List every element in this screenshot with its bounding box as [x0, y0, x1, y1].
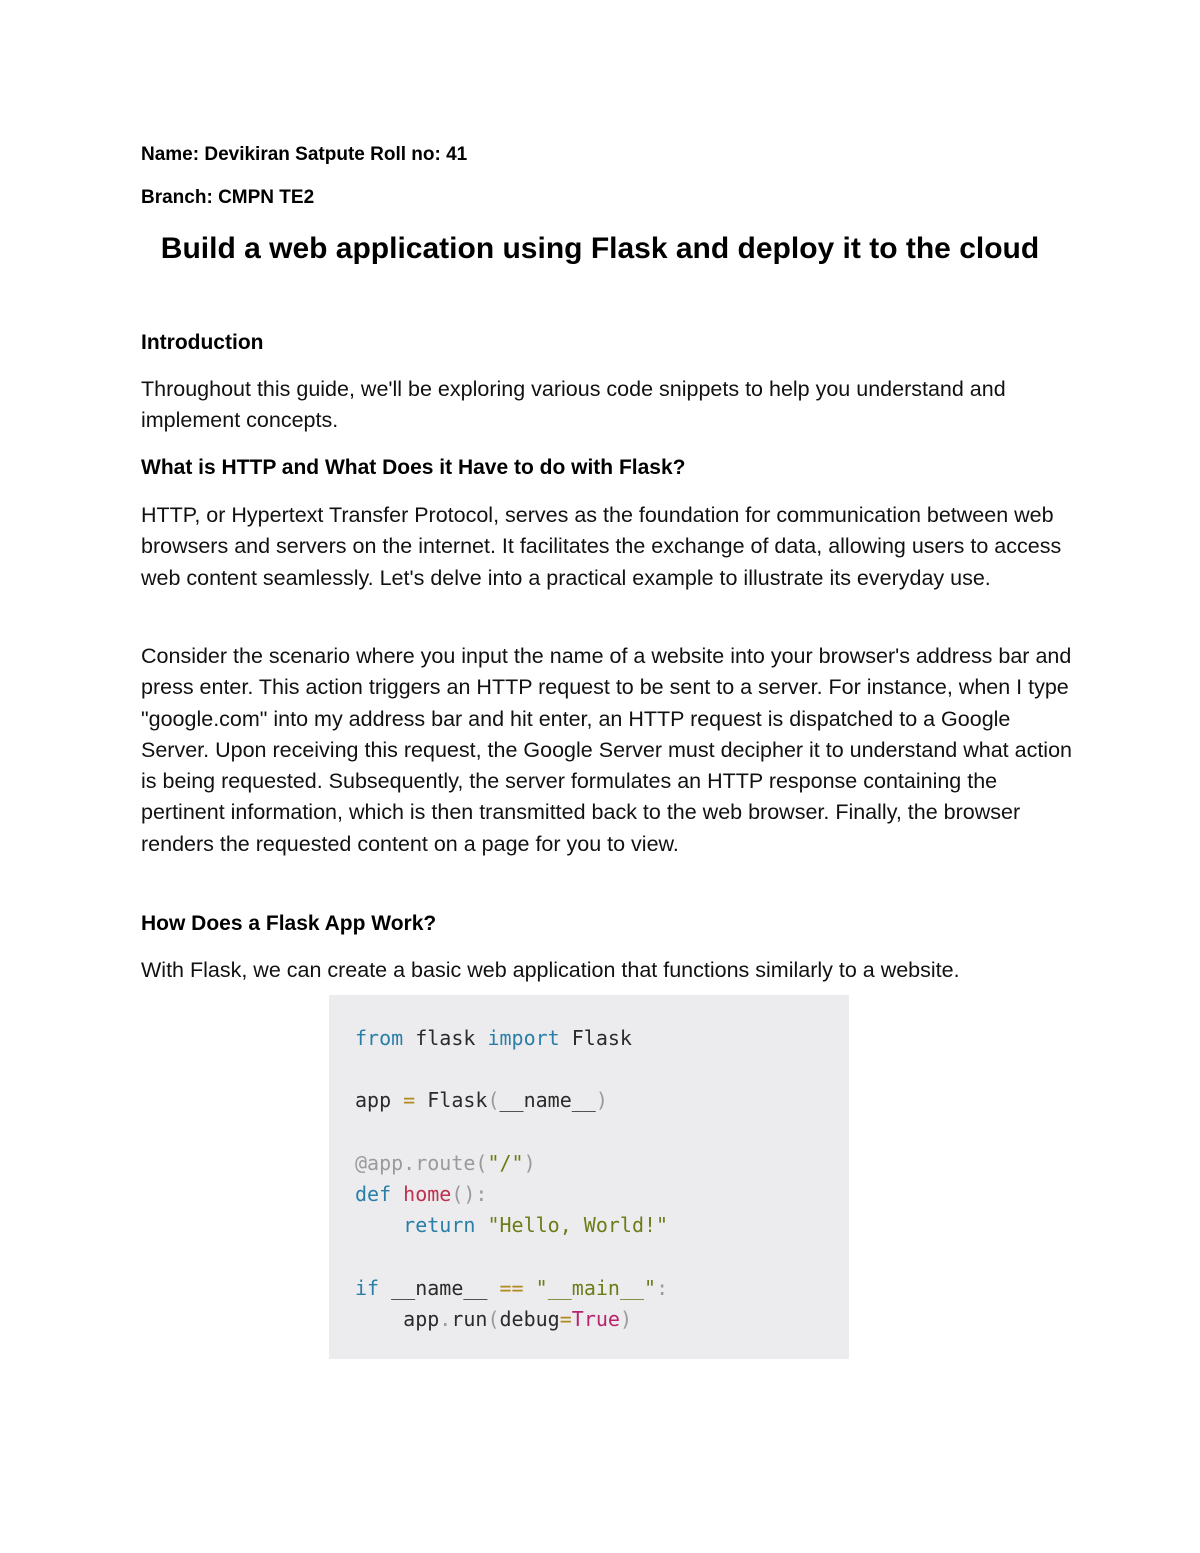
code-line-if: if __name__ == "__main__":: [355, 1275, 669, 1300]
code-line-def: def home():: [355, 1182, 488, 1207]
code-snippet: [355, 1023, 668, 1335]
intro-heading: Introduction: [141, 331, 264, 354]
flask-heading: How Does a Flask App Work?: [141, 912, 437, 935]
document-title: Build a web application using Flask and deploy it to the cloud: [160, 232, 1040, 265]
branch-line: Branch: CMPN TE2: [141, 187, 315, 208]
code-line-decorator: @app.route("/"): [355, 1150, 536, 1175]
code-line-run: app.run(debug=True): [403, 1306, 632, 1331]
name-roll-line: Name: Devikiran Satpute Roll no: 41: [141, 144, 468, 165]
code-line-1: from flask import Flask: [355, 1026, 632, 1050]
http-paragraph-2: Consider the scenario where you input the name of a website into your browser's address bar and press enter. This action triggers an HTTP request to be sent to a server. For instance, when I type "google.com" into my address bar and hit enter, an HTTP request is dispatched to a Google Server. Upon receiving this request, the Google Server must decipher it to understand what action is being requested. Subsequently, the server formulates an HTTP response containing the pertinent information, which is then transmitted back to the web browser. Finally, the browser renders the requested content on a page for you to view.: [141, 644, 1072, 856]
intro-paragraph: Throughout this guide, we'll be exploring various code snippets to help you understand and implement concepts.: [141, 377, 1006, 433]
code-line-app: app = Flask(__name__): [355, 1088, 608, 1113]
flask-paragraph: With Flask, we can create a basic web application that functions similarly to a website.: [141, 958, 960, 982]
http-paragraph-1: HTTP, or Hypertext Transfer Protocol, serves as the foundation for communication between web browsers and servers on the internet. It facilitates the exchange of data, allowing users to access web content seamlessly. Let's delve into a practical example to illustrate its everyday use.: [141, 503, 1062, 590]
http-heading: What is HTTP and What Does it Have to do with Flask?: [141, 456, 686, 479]
code-line-return: return "Hello, World!": [403, 1213, 669, 1238]
